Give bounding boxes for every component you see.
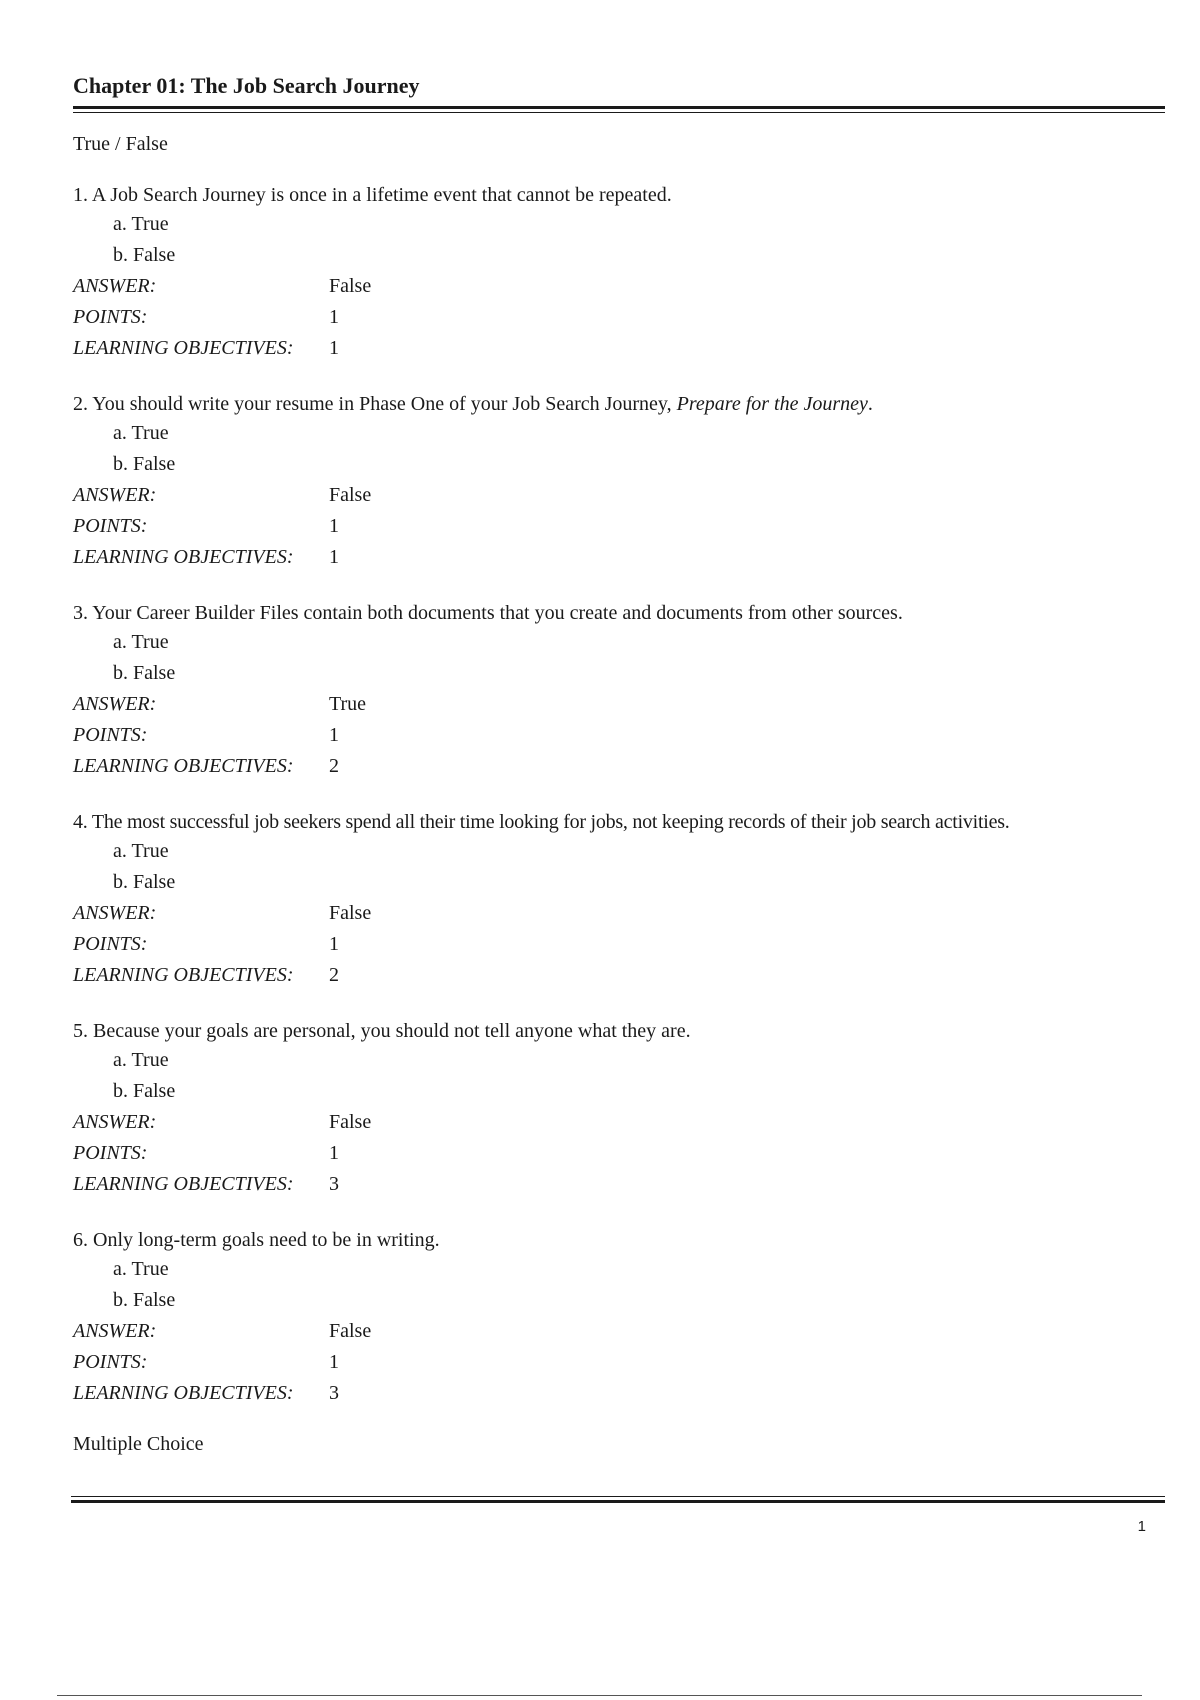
points-label: POINTS:	[73, 306, 148, 328]
points-row	[73, 929, 1165, 960]
points-value: 1	[329, 1351, 339, 1373]
learning-objectives-value: 1	[329, 546, 339, 568]
learning-objectives-value: 3	[329, 1382, 339, 1404]
option-a: a. True	[113, 213, 169, 235]
points-row	[73, 720, 1165, 751]
footer-double-rule	[71, 1496, 1165, 1497]
answer-value: False	[329, 1111, 372, 1133]
question-3-text	[73, 599, 1165, 627]
option-a: a. True	[113, 1049, 169, 1071]
learning-objectives-value: 2	[329, 964, 339, 986]
points-label: POINTS:	[73, 1351, 148, 1373]
question-number: 4.	[73, 811, 88, 833]
answer-label: ANSWER:	[73, 275, 157, 297]
section-heading-true-false: True / False	[73, 133, 168, 155]
question-number: 6.	[73, 1229, 88, 1251]
answer-label: ANSWER:	[73, 1320, 157, 1342]
points-value: 1	[329, 1142, 339, 1164]
points-label: POINTS:	[73, 515, 148, 537]
question-stem-italic: Prepare for the Journey	[676, 393, 868, 415]
question-stem: You should write your resume in Phase One of your Job Search Journey,	[92, 393, 677, 415]
learning-objectives-row	[73, 1169, 1165, 1200]
points-value: 1	[329, 933, 339, 955]
answer-label: ANSWER:	[73, 902, 157, 924]
answer-row	[73, 1316, 1165, 1347]
learning-objectives-label: LEARNING OBJECTIVES:	[73, 337, 294, 359]
question-6-text	[73, 1226, 1165, 1254]
option-b: b. False	[113, 244, 176, 266]
answer-row	[73, 898, 1165, 929]
points-value: 1	[329, 306, 339, 328]
footer-double-rule-wrap	[71, 1494, 1165, 1497]
option-a: a. True	[113, 422, 169, 444]
question-6	[73, 1226, 1165, 1409]
learning-objectives-label: LEARNING OBJECTIVES:	[73, 964, 294, 986]
question-4-text	[73, 808, 1165, 836]
answer-row	[73, 689, 1165, 720]
option-a: a. True	[113, 1258, 169, 1280]
learning-objectives-value: 2	[329, 755, 339, 777]
learning-objectives-value: 3	[329, 1173, 339, 1195]
question-1	[73, 181, 1165, 364]
option-b: b. False	[113, 1080, 176, 1102]
points-label: POINTS:	[73, 724, 148, 746]
answer-value: False	[329, 275, 372, 297]
answer-label: ANSWER:	[73, 1111, 157, 1133]
learning-objectives-label: LEARNING OBJECTIVES:	[73, 755, 294, 777]
question-1-text	[73, 181, 1165, 209]
learning-objectives-row	[73, 1378, 1165, 1409]
points-row	[73, 1347, 1165, 1378]
section-heading-multiple-choice: Multiple Choice	[73, 1433, 204, 1455]
question-number: 1.	[73, 184, 88, 206]
answer-value: False	[329, 902, 372, 924]
question-number: 5.	[73, 1020, 88, 1042]
answer-label: ANSWER:	[73, 484, 157, 506]
question-stem: The most successful job seekers spend all their time looking for jobs, not keeping records of their job search activities.	[91, 811, 1010, 833]
option-b: b. False	[113, 1289, 176, 1311]
question-stem: Only long-term goals need to be in writing.	[93, 1229, 440, 1251]
answer-label: ANSWER:	[73, 693, 157, 715]
question-2	[73, 390, 1165, 573]
learning-objectives-label: LEARNING OBJECTIVES:	[73, 1173, 294, 1195]
answer-value: False	[329, 484, 372, 506]
question-stem: Your Career Builder Files contain both documents that you create and documents from other sources.	[92, 602, 903, 624]
chapter-title: Chapter 01: The Job Search Journey	[73, 73, 420, 98]
question-3	[73, 599, 1165, 782]
points-value: 1	[329, 724, 339, 746]
question-number: 3.	[73, 602, 88, 624]
option-a: a. True	[113, 840, 169, 862]
learning-objectives-label: LEARNING OBJECTIVES:	[73, 1382, 294, 1404]
question-stem: A Job Search Journey is once in a lifetime event that cannot be repeated.	[91, 184, 672, 206]
question-stem: Because your goals are personal, you should not tell anyone what they are.	[93, 1020, 691, 1042]
points-row	[73, 1138, 1165, 1169]
points-row	[73, 511, 1165, 542]
option-b: b. False	[113, 662, 176, 684]
page-bottom-line	[57, 1695, 1142, 1696]
question-5-text	[73, 1017, 1165, 1045]
learning-objectives-row	[73, 960, 1165, 991]
learning-objectives-row	[73, 542, 1165, 573]
page-number: 1	[1137, 1518, 1146, 1535]
points-label: POINTS:	[73, 933, 148, 955]
learning-objectives-value: 1	[329, 337, 339, 359]
answer-value: True	[329, 693, 367, 715]
answer-value: False	[329, 1320, 372, 1342]
question-stem-end: .	[867, 393, 873, 415]
question-5	[73, 1017, 1165, 1200]
document-page	[73, 72, 1165, 1457]
learning-objectives-label: LEARNING OBJECTIVES:	[73, 546, 294, 568]
answer-row	[73, 1107, 1165, 1138]
points-label: POINTS:	[73, 1142, 148, 1164]
option-b: b. False	[113, 453, 176, 475]
header-double-rule	[73, 106, 1165, 109]
learning-objectives-row	[73, 333, 1165, 364]
option-b: b. False	[113, 871, 176, 893]
learning-objectives-row	[73, 751, 1165, 782]
answer-row	[73, 271, 1165, 302]
points-value: 1	[329, 515, 339, 537]
answer-row	[73, 480, 1165, 511]
question-number: 2.	[73, 393, 88, 415]
question-2-text	[73, 390, 1165, 418]
option-a: a. True	[113, 631, 169, 653]
question-4	[73, 808, 1165, 991]
points-row	[73, 302, 1165, 333]
